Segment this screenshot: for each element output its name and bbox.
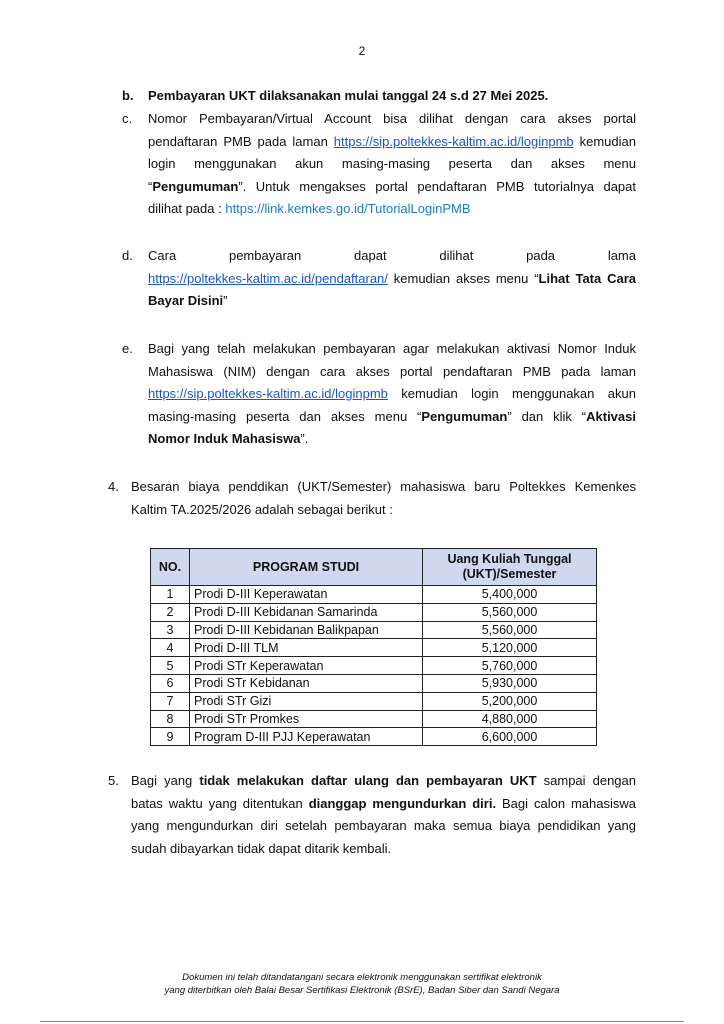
item-e-line-3: https://sip.poltekkes-kaltim.ac.id/loginpmb kemudian login menggunakan akun [148, 386, 636, 401]
item-c-line-5: dilihat pada : https://link.kemkes.go.id/TutorialLoginPMB [148, 201, 471, 216]
item-d-marker: d. [122, 248, 133, 263]
pengumuman-menu-label: Pengumuman [152, 178, 239, 194]
item-5-marker: 5. [108, 773, 119, 788]
item-e-line-2: Mahasiswa (NIM) dengan cara akses portal pendaftaran PMB pada laman [148, 363, 636, 379]
item-d-line-2: https://poltekkes-kaltim.ac.id/pendaftaran/ kemudian akses menu “Lihat Tata Cara [148, 270, 637, 286]
table-row: 9 Program D-III PJJ Keperawatan 6,600,000 [151, 728, 597, 746]
item-5-paragraph [131, 770, 636, 860]
item-b-marker: b. [122, 88, 134, 103]
item-b-bold-text: Pembayaran UKT dilaksanakan mulai tanggal 24 s.d 27 Mei 2025. [148, 88, 549, 103]
item-c-line-2: pendaftaran PMB pada laman https://sip.poltekkes-kaltim.ac.id/loginpmb kemudian [148, 133, 636, 149]
item-e-marker: e. [122, 341, 133, 356]
item-e-line-4: masing-masing peserta dan akses menu “Pengumuman” dan klik “Aktivasi [148, 408, 636, 424]
item-b-text [148, 85, 636, 108]
item-5-line-1: Bagi yang tidak melakukan daftar ulang dan pembayaran UKT sampai dengan [131, 773, 636, 788]
item-5-line-3: yang mengundurkan diri setelah pembayaran maka semua biaya pendidikan yang [131, 818, 636, 833]
tutorial-login-link[interactable]: https://link.kemkes.go.id/TutorialLoginPMB [225, 201, 471, 216]
item-c-paragraph [148, 108, 636, 221]
header-ukt: Uang Kuliah Tunggal (UKT)/Semester [423, 549, 597, 586]
table-row: 4 Prodi D-III TLM 5,120,000 [151, 639, 597, 657]
item-c-line-3: login menggunakan akun masing-masing peserta dan akses menu [148, 156, 636, 171]
table-row: 6 Prodi STr Kebidanan 5,930,000 [151, 674, 597, 692]
footer-divider [40, 1021, 684, 1022]
item-d-line-3: Bayar Disini” [148, 293, 228, 308]
item-4-line-1: Besaran biaya penddikan (UKT/Semester) mahasiswa baru Poltekkes Kemenkes [131, 479, 636, 494]
item-c-marker: c. [122, 111, 133, 126]
pendaftaran-link[interactable]: https://poltekkes-kaltim.ac.id/pendaftaran/ [148, 270, 388, 286]
item-e-line-1: Bagi yang telah melakukan pembayaran agar melakukan aktivasi Nomor Induk [148, 341, 636, 356]
header-no: NO. [151, 549, 190, 586]
table-row: 1 Prodi D-III Keperawatan 5,400,000 [151, 586, 597, 604]
page-number: 2 [358, 44, 366, 58]
item-c-line-1: Nomor Pembayaran/Virtual Account bisa dilihat dengan cara akses portal [148, 111, 636, 126]
table-row: 8 Prodi STr Promkes 4,880,000 [151, 710, 597, 728]
item-5-line-4: sudah dibayarkan tidak dapat ditarik kembali. [131, 840, 392, 856]
ukt-table-header-row [151, 549, 597, 586]
table-row: 7 Prodi STr Gizi 5,200,000 [151, 692, 597, 710]
loginpmb-link-2[interactable]: https://sip.poltekkes-kaltim.ac.id/loginpmb [148, 386, 388, 401]
item-4-paragraph [131, 476, 636, 521]
item-5-line-2: batas waktu yang ditentukan dianggap mengundurkan diri. Bagi calon mahasiswa [131, 795, 637, 811]
item-d-paragraph [148, 245, 636, 313]
signature-footer [0, 971, 724, 997]
table-row: 3 Prodi D-III Kebidanan Balikpapan 5,560,000 [151, 621, 597, 639]
footer-line-1: Dokumen ini telah ditandatangani secara elektronik menggunakan sertifikat elektronik [182, 972, 542, 983]
ukt-table [150, 548, 597, 746]
item-e-line-5: Nomor Induk Mahasiswa”. [148, 431, 309, 446]
table-row: 2 Prodi D-III Kebidanan Samarinda 5,560,000 [151, 603, 597, 621]
table-row: 5 Prodi STr Keperawatan 5,760,000 [151, 657, 597, 675]
item-c-line-4: “Pengumuman”. Untuk mengakses portal pendaftaran PMB tutorialnya dapat [148, 178, 636, 194]
header-program-studi: PROGRAM STUDI [190, 549, 423, 586]
footer-line-2: yang diterbitkan oleh Balai Besar Sertifikasi Elektronik (BSrE), Badan Siber dan Sandi Negara [164, 985, 560, 996]
item-e-paragraph [148, 338, 636, 451]
item-4-marker: 4. [108, 479, 119, 494]
loginpmb-link[interactable]: https://sip.poltekkes-kaltim.ac.id/loginpmb [333, 133, 574, 149]
item-4-line-2: Kaltim TA.2025/2026 adalah sebagai berikut : [131, 501, 393, 517]
item-d-line-1: Cara pembayaran dapat dilihat pada lama [148, 248, 636, 263]
